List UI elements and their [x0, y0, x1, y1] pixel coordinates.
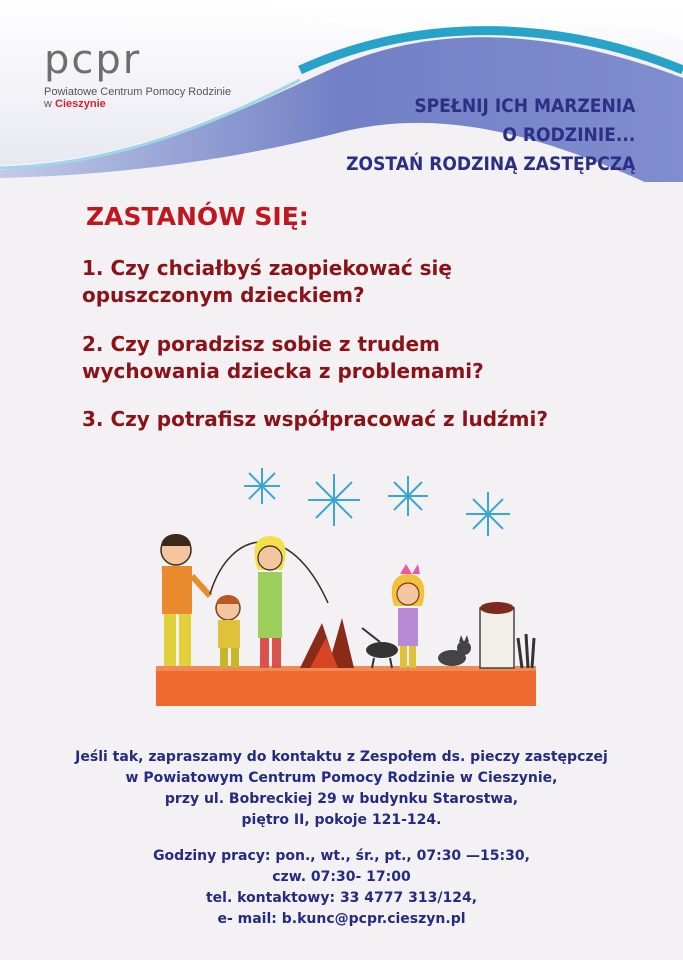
pcpr-logo	[44, 38, 231, 110]
logo-city: Cieszynie	[55, 98, 106, 110]
snowflake-icon	[466, 492, 510, 536]
hours-line-2: czw. 07:30- 17:00	[272, 869, 411, 885]
snowflake-icon	[308, 474, 360, 526]
drawing-cat	[438, 635, 471, 666]
question-1-line-1: 1. Czy chciałbyś zaopiekować się	[82, 256, 452, 280]
hours-line-1: Godziny pracy: pon., wt., śr., pt., 07:30 —15:30,	[153, 848, 530, 864]
logo-org-name: Powiatowe Centrum Pomocy Rodzinie	[44, 86, 232, 98]
phone-line: tel. kontaktowy: 33 4777 313/124,	[205, 890, 478, 906]
snowflake-icon	[244, 468, 280, 504]
contact-line-3: przy ul. Bobreckiej 29 w budynku Starostwa,	[164, 791, 519, 807]
contact-line-1: Jeśli tak, zapraszamy do kontaktu z Zespołem ds. pieczy zastępczej	[75, 749, 608, 765]
slogan	[346, 92, 635, 179]
logo-location	[44, 98, 231, 110]
question-2	[82, 331, 642, 385]
question-2-line-1: 2. Czy poradzisz sobie z trudem	[82, 332, 440, 356]
office-hours	[20, 846, 663, 930]
contact-line-2: w Powiatowym Centrum Pomocy Rodzinie w Cieszynie,	[125, 770, 558, 786]
childs-family-drawing	[150, 458, 545, 710]
question-1	[82, 255, 642, 309]
question-3-line-1: 3. Czy potrafisz współpracować z ludźmi?	[82, 407, 548, 431]
slogan-line-3: ZOSTAŃ RODZINĄ ZASTĘPCZĄ	[345, 153, 635, 175]
drawing-stump	[480, 602, 534, 668]
drawing-campfire	[300, 618, 354, 668]
logo-mark: pcpr	[44, 37, 142, 83]
drawing-boy	[216, 595, 240, 668]
question-3	[82, 406, 642, 433]
snowflake-icon	[388, 476, 428, 516]
question-2-line-2: wychowania dziecka z problemami?	[82, 359, 484, 383]
logo-location-prefix: w	[44, 98, 55, 110]
drawing-father	[161, 534, 210, 666]
question-1-line-2: opuszczonym dzieckiem?	[82, 283, 365, 307]
contact-line-4: piętro II, pokoje 121-124.	[241, 812, 442, 828]
contact-info	[20, 747, 663, 831]
slogan-line-2: O RODZINIE...	[501, 124, 635, 146]
drawing-ground	[156, 668, 536, 706]
page-heading: ZASTANÓW SIĘ:	[86, 202, 309, 231]
drawing-animal	[362, 628, 398, 668]
slogan-line-1: SPEŁNIJ ICH MARZENIA	[413, 95, 635, 117]
email-line[interactable]: e- mail: b.kunc@pcpr.cieszyn.pl	[217, 911, 466, 927]
